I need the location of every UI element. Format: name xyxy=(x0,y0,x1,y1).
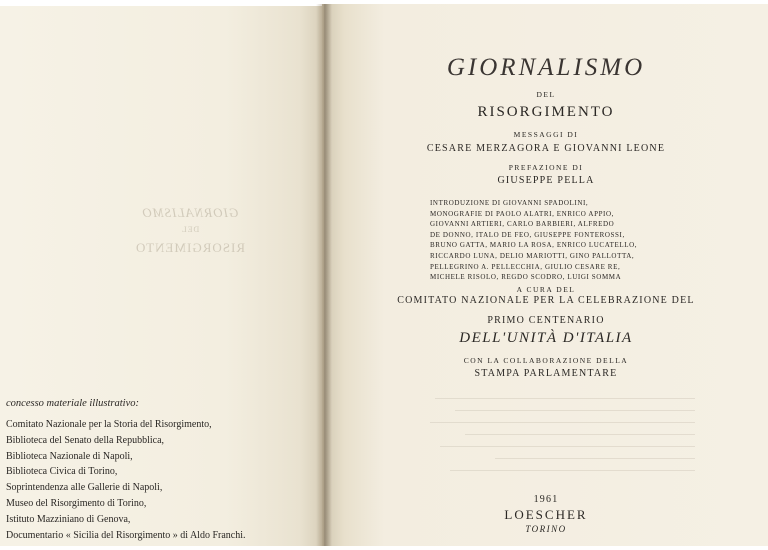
publisher-name: LOESCHER xyxy=(504,507,588,522)
credit-item: Museo del Risorgimento di Torino, xyxy=(6,497,147,509)
illustration-credits xyxy=(6,398,306,543)
contributors-block xyxy=(430,198,648,283)
credit-item: Documentario « Sicilia del Risorgimento » di Aldo Franchi. xyxy=(6,529,246,541)
credit-item: Biblioteca Civica di Torino, xyxy=(6,466,118,478)
credits-list xyxy=(6,417,306,543)
book-title: GIORNALISMO xyxy=(446,54,646,81)
publisher-city: TORINO xyxy=(525,524,567,534)
contributors-line: INTRODUZIONE DI GIOVANNI SPADOLINI, xyxy=(430,199,589,207)
publication-year: 1961 xyxy=(533,494,559,505)
contributors-line: PELLEGRINO A. PELLECCHIA, GIULIO CESARE RE, xyxy=(430,262,621,271)
stampa-parlamentare: STAMPA PARLAMENTARE xyxy=(474,368,618,379)
unita-title: DELL'UNITÀ D'ITALIA xyxy=(459,330,633,346)
credit-item: Comitato Nazionale per la Storia del Risorgimento, xyxy=(6,419,212,430)
book-spine xyxy=(316,4,332,546)
book-subtitle: RISORGIMENTO xyxy=(477,104,615,120)
credit-item: Biblioteca del Senato della Repubblica, xyxy=(6,434,165,446)
contributors-line: BRUNO GATTA, MARIO LA ROSA, ENRICO LUCATELLO, xyxy=(430,241,638,250)
credit-item: Biblioteca Nazionale di Napoli, xyxy=(6,450,133,462)
show-through-text: GIORNALISMO DEL RISORGIMENTO xyxy=(135,205,245,255)
centenario-label: PRIMO CENTENARIO xyxy=(487,315,605,326)
contributors-line: MONOGRAFIE DI PAOLO ALATRI, ENRICO APPIO, xyxy=(430,209,614,218)
prefazione-label: PREFAZIONE DI xyxy=(508,163,584,172)
contributors-line: MICHELE RISOLO, REGDO SCODRO, LUIGI SOMMA xyxy=(430,273,622,282)
credits-heading: concesso materiale illustrativo: xyxy=(6,398,139,409)
contributors-line: DE DONNO, ITALO DE FEO, GIUSEPPE FONTEROSSI, xyxy=(430,230,625,239)
contributors-line: GIOVANNI ARTIERI, CARLO BARBIERI, ALFREDO xyxy=(430,220,615,229)
collaborazione-label: CON LA COLLABORAZIONE DELLA xyxy=(463,356,629,365)
comitato-name: COMITATO NAZIONALE PER LA CELEBRAZIONE DEL xyxy=(397,295,695,306)
del-label: DEL xyxy=(536,90,556,99)
show-through-lines xyxy=(395,398,695,482)
messaggi-authors: CESARE MERZAGORA E GIOVANNI LEONE xyxy=(426,143,666,154)
a-cura-label: A CURA DEL xyxy=(516,285,576,294)
contributors-line: RICCARDO LUNA, DELIO MARIOTTI, GINO PALLOTTA, xyxy=(430,251,635,260)
prefazione-author: GIUSEPPE PELLA xyxy=(497,175,595,186)
messaggi-label: MESSAGGI DI xyxy=(513,130,579,139)
credit-item: Istituto Mazziniano di Genova, xyxy=(6,513,131,525)
credit-item: Soprintendenza alle Gallerie di Napoli, xyxy=(6,482,163,494)
